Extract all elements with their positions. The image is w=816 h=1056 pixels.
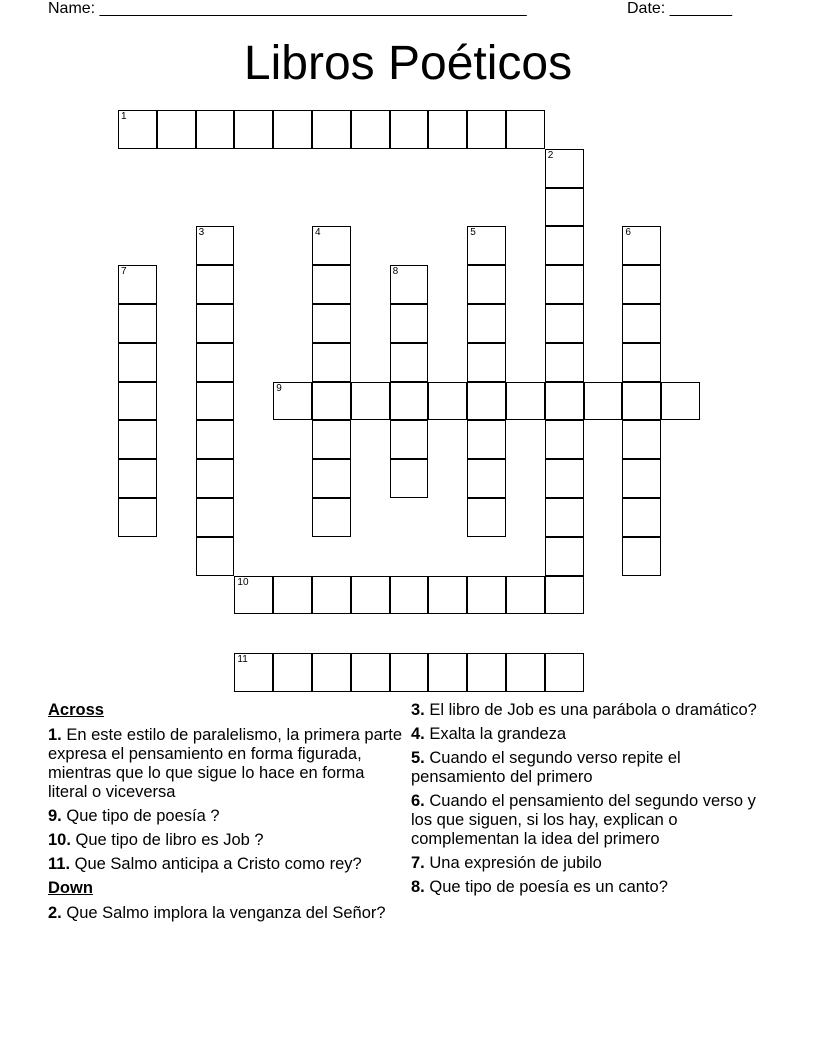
grid-cell[interactable] bbox=[622, 343, 661, 382]
grid-cell[interactable] bbox=[545, 226, 584, 265]
grid-cell[interactable] bbox=[545, 149, 584, 188]
grid-cell[interactable] bbox=[428, 382, 467, 421]
grid-cell[interactable] bbox=[661, 382, 700, 421]
clue-text: Exalta la grandeza bbox=[429, 725, 567, 743]
grid-cell[interactable] bbox=[545, 382, 584, 421]
clue-number: 3. bbox=[411, 701, 425, 719]
grid-cell[interactable] bbox=[545, 537, 584, 576]
grid-cell[interactable] bbox=[622, 420, 661, 459]
grid-cell[interactable] bbox=[506, 382, 545, 421]
clue-text: Cuando el pensamiento del segundo verso y los que siguen, si los hay, explican o complementan la idea del primero bbox=[411, 792, 756, 848]
grid-cell[interactable] bbox=[545, 498, 584, 537]
clue-text: Que Salmo anticipa a Cristo como rey? bbox=[74, 855, 362, 873]
grid-cell[interactable] bbox=[390, 382, 429, 421]
grid-cell[interactable] bbox=[390, 653, 429, 692]
clue-item bbox=[48, 855, 408, 874]
grid-cell[interactable] bbox=[312, 304, 351, 343]
grid-cell[interactable] bbox=[545, 459, 584, 498]
grid-cell[interactable] bbox=[428, 653, 467, 692]
cell-number: 9 bbox=[276, 382, 282, 394]
clue-item bbox=[411, 749, 776, 787]
down-clue-list-left bbox=[48, 904, 408, 923]
grid-cell[interactable] bbox=[428, 110, 467, 149]
grid-cell[interactable] bbox=[467, 653, 506, 692]
cell-number: 8 bbox=[392, 266, 399, 278]
grid-cell[interactable] bbox=[545, 576, 584, 615]
grid-cell[interactable] bbox=[312, 653, 351, 692]
grid-cell[interactable] bbox=[196, 420, 235, 459]
grid-cell[interactable] bbox=[467, 459, 506, 498]
grid-cell[interactable] bbox=[273, 576, 312, 615]
clue-number: 8. bbox=[411, 878, 425, 896]
grid-cell[interactable] bbox=[196, 382, 235, 421]
clues-right-column bbox=[411, 701, 776, 902]
grid-cell[interactable] bbox=[118, 498, 157, 537]
date-line: Date: _______ bbox=[627, 0, 732, 17]
grid-cell[interactable] bbox=[506, 110, 545, 149]
grid-cell[interactable] bbox=[390, 265, 429, 304]
grid-cell[interactable] bbox=[467, 265, 506, 304]
grid-cell[interactable] bbox=[118, 304, 157, 343]
grid-cell[interactable] bbox=[467, 343, 506, 382]
cell-number: 3 bbox=[198, 227, 205, 239]
grid-cell[interactable] bbox=[622, 382, 661, 421]
grid-cell[interactable] bbox=[545, 653, 584, 692]
across-heading: Across bbox=[48, 701, 104, 719]
grid-cell[interactable] bbox=[622, 537, 661, 576]
clue-text: Que tipo de poesía ? bbox=[66, 807, 220, 825]
grid-cell[interactable] bbox=[196, 459, 235, 498]
grid-cell[interactable] bbox=[545, 420, 584, 459]
clue-text: Que tipo de poesía es un canto? bbox=[429, 878, 668, 896]
grid-cell[interactable] bbox=[196, 265, 235, 304]
grid-cell[interactable] bbox=[273, 653, 312, 692]
grid-cell[interactable] bbox=[118, 459, 157, 498]
grid-cell[interactable] bbox=[312, 382, 351, 421]
grid-cell[interactable] bbox=[234, 653, 273, 692]
grid-cell[interactable] bbox=[390, 304, 429, 343]
cell-number: 10 bbox=[237, 576, 249, 588]
grid-cell[interactable] bbox=[506, 576, 545, 615]
grid-cell[interactable] bbox=[467, 226, 506, 265]
grid-cell[interactable] bbox=[351, 382, 390, 421]
grid-cell[interactable] bbox=[118, 110, 157, 149]
clue-item bbox=[411, 701, 776, 720]
clue-number: 9. bbox=[48, 807, 62, 825]
grid-cell[interactable] bbox=[467, 420, 506, 459]
grid-cell[interactable] bbox=[584, 382, 623, 421]
clue-number: 10. bbox=[48, 831, 71, 849]
grid-cell[interactable] bbox=[545, 188, 584, 227]
grid-cell[interactable] bbox=[390, 459, 429, 498]
grid-cell[interactable] bbox=[622, 226, 661, 265]
grid-cell[interactable] bbox=[312, 226, 351, 265]
grid-cell[interactable] bbox=[312, 343, 351, 382]
grid-cell[interactable] bbox=[467, 576, 506, 615]
clue-text: Que Salmo implora la venganza del Señor? bbox=[66, 904, 386, 922]
clue-item bbox=[48, 807, 408, 826]
clue-number: 7. bbox=[411, 854, 425, 872]
cell-number: 1 bbox=[121, 111, 127, 122]
grid-cell[interactable] bbox=[390, 576, 429, 615]
grid-cell[interactable] bbox=[622, 498, 661, 537]
grid-cell[interactable] bbox=[312, 110, 351, 149]
clue-text: En este estilo de paralelismo, la primera parte expresa el pensamiento en forma figurada, mientras que lo que sigue lo hace en forma literal o viceversa bbox=[48, 726, 403, 801]
clue-item bbox=[411, 725, 776, 744]
grid-cell[interactable] bbox=[118, 265, 157, 304]
grid-cell[interactable] bbox=[196, 110, 235, 149]
clue-text: Una expresión de jubilo bbox=[429, 854, 602, 872]
clues-left-column bbox=[48, 701, 408, 928]
clue-item bbox=[411, 854, 776, 873]
grid-cell[interactable] bbox=[467, 382, 506, 421]
clue-item bbox=[48, 904, 408, 923]
cell-number: 2 bbox=[547, 149, 554, 161]
grid-cell[interactable] bbox=[622, 265, 661, 304]
grid-cell[interactable] bbox=[312, 420, 351, 459]
grid-cell[interactable] bbox=[545, 304, 584, 343]
grid-cell[interactable] bbox=[351, 653, 390, 692]
clue-text: Cuando el segundo verso repite el pensamiento del primero bbox=[411, 749, 681, 786]
grid-cell[interactable] bbox=[467, 304, 506, 343]
grid-cell[interactable] bbox=[351, 576, 390, 615]
grid-cell[interactable] bbox=[312, 498, 351, 537]
grid-cell[interactable] bbox=[312, 459, 351, 498]
cell-number: 4 bbox=[315, 227, 321, 239]
grid-cell[interactable] bbox=[622, 304, 661, 343]
grid-cell[interactable] bbox=[545, 265, 584, 304]
grid-cell[interactable] bbox=[390, 343, 429, 382]
grid-cell[interactable] bbox=[467, 110, 506, 149]
clue-item bbox=[48, 831, 408, 850]
grid-cell[interactable] bbox=[390, 110, 429, 149]
grid-cell[interactable] bbox=[622, 459, 661, 498]
grid-cell[interactable] bbox=[196, 304, 235, 343]
cell-number: 11 bbox=[237, 654, 248, 666]
clue-number: 5. bbox=[411, 749, 425, 767]
grid-cell[interactable] bbox=[545, 343, 584, 382]
clue-item bbox=[411, 792, 776, 849]
grid-cell[interactable] bbox=[428, 576, 467, 615]
clue-item bbox=[48, 726, 408, 802]
cell-number: 7 bbox=[121, 266, 127, 278]
clue-item bbox=[411, 878, 776, 897]
grid-cell[interactable] bbox=[118, 343, 157, 382]
grid-cell[interactable] bbox=[118, 382, 157, 421]
grid-cell[interactable] bbox=[196, 537, 235, 576]
across-clue-list bbox=[48, 726, 408, 874]
grid-cell[interactable] bbox=[390, 420, 429, 459]
grid-cell[interactable] bbox=[467, 498, 506, 537]
down-clue-list-right bbox=[411, 701, 776, 897]
grid-cell[interactable] bbox=[196, 226, 235, 265]
grid-cell[interactable] bbox=[196, 343, 235, 382]
clue-number: 11. bbox=[48, 855, 71, 873]
down-heading: Down bbox=[48, 879, 93, 897]
clue-number: 2. bbox=[48, 904, 62, 922]
grid-cell[interactable] bbox=[118, 420, 157, 459]
grid-cell[interactable] bbox=[351, 110, 390, 149]
grid-cell[interactable] bbox=[273, 382, 312, 421]
clue-text: Que tipo de libro es Job ? bbox=[75, 831, 264, 849]
grid-cell[interactable] bbox=[312, 265, 351, 304]
cell-number: 6 bbox=[625, 227, 631, 239]
grid-cell[interactable] bbox=[234, 110, 273, 149]
name-line: Name: ________________________________________________ bbox=[48, 0, 527, 17]
grid-cell[interactable] bbox=[506, 653, 545, 692]
clue-number: 4. bbox=[411, 725, 425, 743]
page-title: Libros Poéticos bbox=[243, 37, 573, 90]
clue-number: 6. bbox=[411, 792, 425, 810]
grid-cell[interactable] bbox=[273, 110, 312, 149]
grid-cell[interactable] bbox=[196, 498, 235, 537]
cell-number: 5 bbox=[470, 227, 476, 239]
grid-cell[interactable] bbox=[234, 576, 273, 615]
grid-cell[interactable] bbox=[157, 110, 196, 149]
clue-number: 1. bbox=[48, 726, 62, 744]
clue-text: El libro de Job es una parábola o dramático? bbox=[429, 701, 757, 719]
grid-cell[interactable] bbox=[312, 576, 351, 615]
